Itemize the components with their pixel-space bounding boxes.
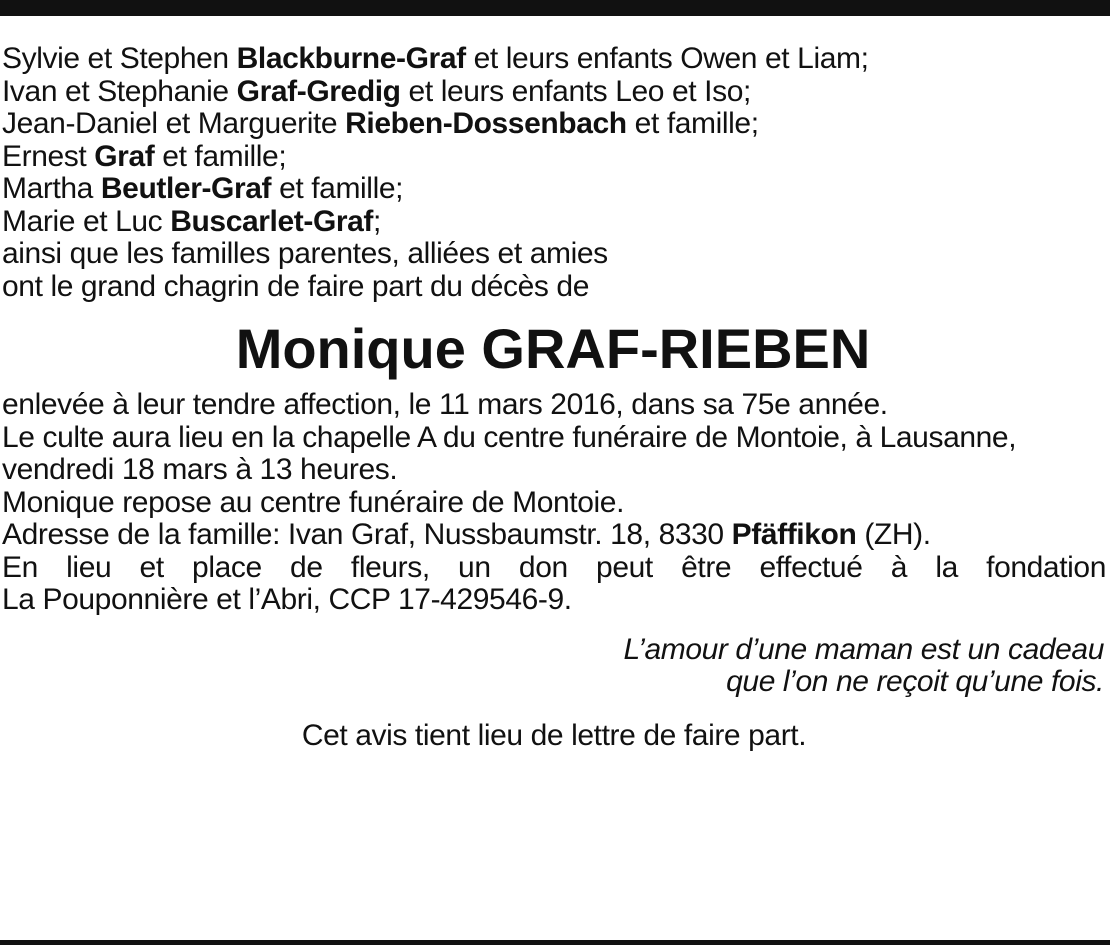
donation-line: En lieu et place de fleurs, un don peut être effectué à la fondation <box>2 550 1106 584</box>
family-surname: Beutler-Graf <box>100 172 272 205</box>
family-surname: Graf <box>94 139 155 173</box>
intro-line: ainsi que les familles parentes, alliées et amies <box>2 237 608 270</box>
rest-line: Monique repose au centre funéraire de Montoie. <box>2 485 625 519</box>
family-line <box>2 206 1106 239</box>
passing-line: enlevée à leur tendre affection, le 11 mars 2016, dans sa 75e année. <box>2 388 888 421</box>
family-members: Marie et Luc <box>2 204 171 238</box>
quote-line: que l’on ne reçoit qu’une fois. <box>726 665 1104 698</box>
family-surname: Buscarlet-Graf <box>170 204 374 238</box>
family-line <box>2 43 1106 76</box>
family-members: Martha <box>2 172 101 205</box>
family-line <box>2 76 1106 109</box>
quote-line: L’amour d’une maman est un cadeau <box>623 632 1104 666</box>
family-surname: Blackburne-Graf <box>236 42 466 75</box>
family-members: Ernest <box>2 139 95 173</box>
family-suffix: et famille; <box>271 172 404 205</box>
family-suffix: et famille; <box>626 107 759 140</box>
family-suffix: et leurs enfants Owen et Liam; <box>465 42 869 75</box>
deceased-name: Monique GRAF-RIEBEN <box>235 317 871 380</box>
family-surname: Rieben-Dossenbach <box>345 107 627 140</box>
family-line <box>2 173 1106 206</box>
family-line <box>2 108 1106 141</box>
bottom-border-rule <box>0 940 1110 945</box>
quote-block <box>2 634 1106 699</box>
family-members: Sylvie et Stephen <box>2 42 237 75</box>
address-canton: (ZH). <box>856 518 931 551</box>
notice-body <box>2 43 1106 752</box>
family-suffix: ; <box>373 204 381 238</box>
service-date-line: vendredi 18 mars à 13 heures. <box>2 453 398 486</box>
address-text: Adresse de la famille: Ivan Graf, Nussbaumstr. 18, 8330 <box>2 518 732 551</box>
family-suffix: et leurs enfants Leo et Iso; <box>400 74 751 108</box>
family-members: Ivan et Stephanie <box>2 74 237 108</box>
donation-line: La Pouponnière et l’Abri, CCP 17-429546-9. <box>2 583 572 616</box>
family-surname: Graf-Gredig <box>236 74 401 108</box>
closing-notice: Cet avis tient lieu de lettre de faire part. <box>301 718 807 752</box>
service-line: Le culte aura lieu en la chapelle A du centre funéraire de Montoie, à Lausanne, <box>2 420 1017 454</box>
top-border-rule <box>0 0 1110 16</box>
family-suffix: et famille; <box>154 139 287 173</box>
family-line <box>2 141 1106 174</box>
intro-line: ont le grand chagrin de faire part du décès de <box>2 269 590 303</box>
family-members: Jean-Daniel et Marguerite <box>2 107 346 140</box>
address-city: Pfäffikon <box>731 518 857 551</box>
address-line <box>2 519 1106 552</box>
